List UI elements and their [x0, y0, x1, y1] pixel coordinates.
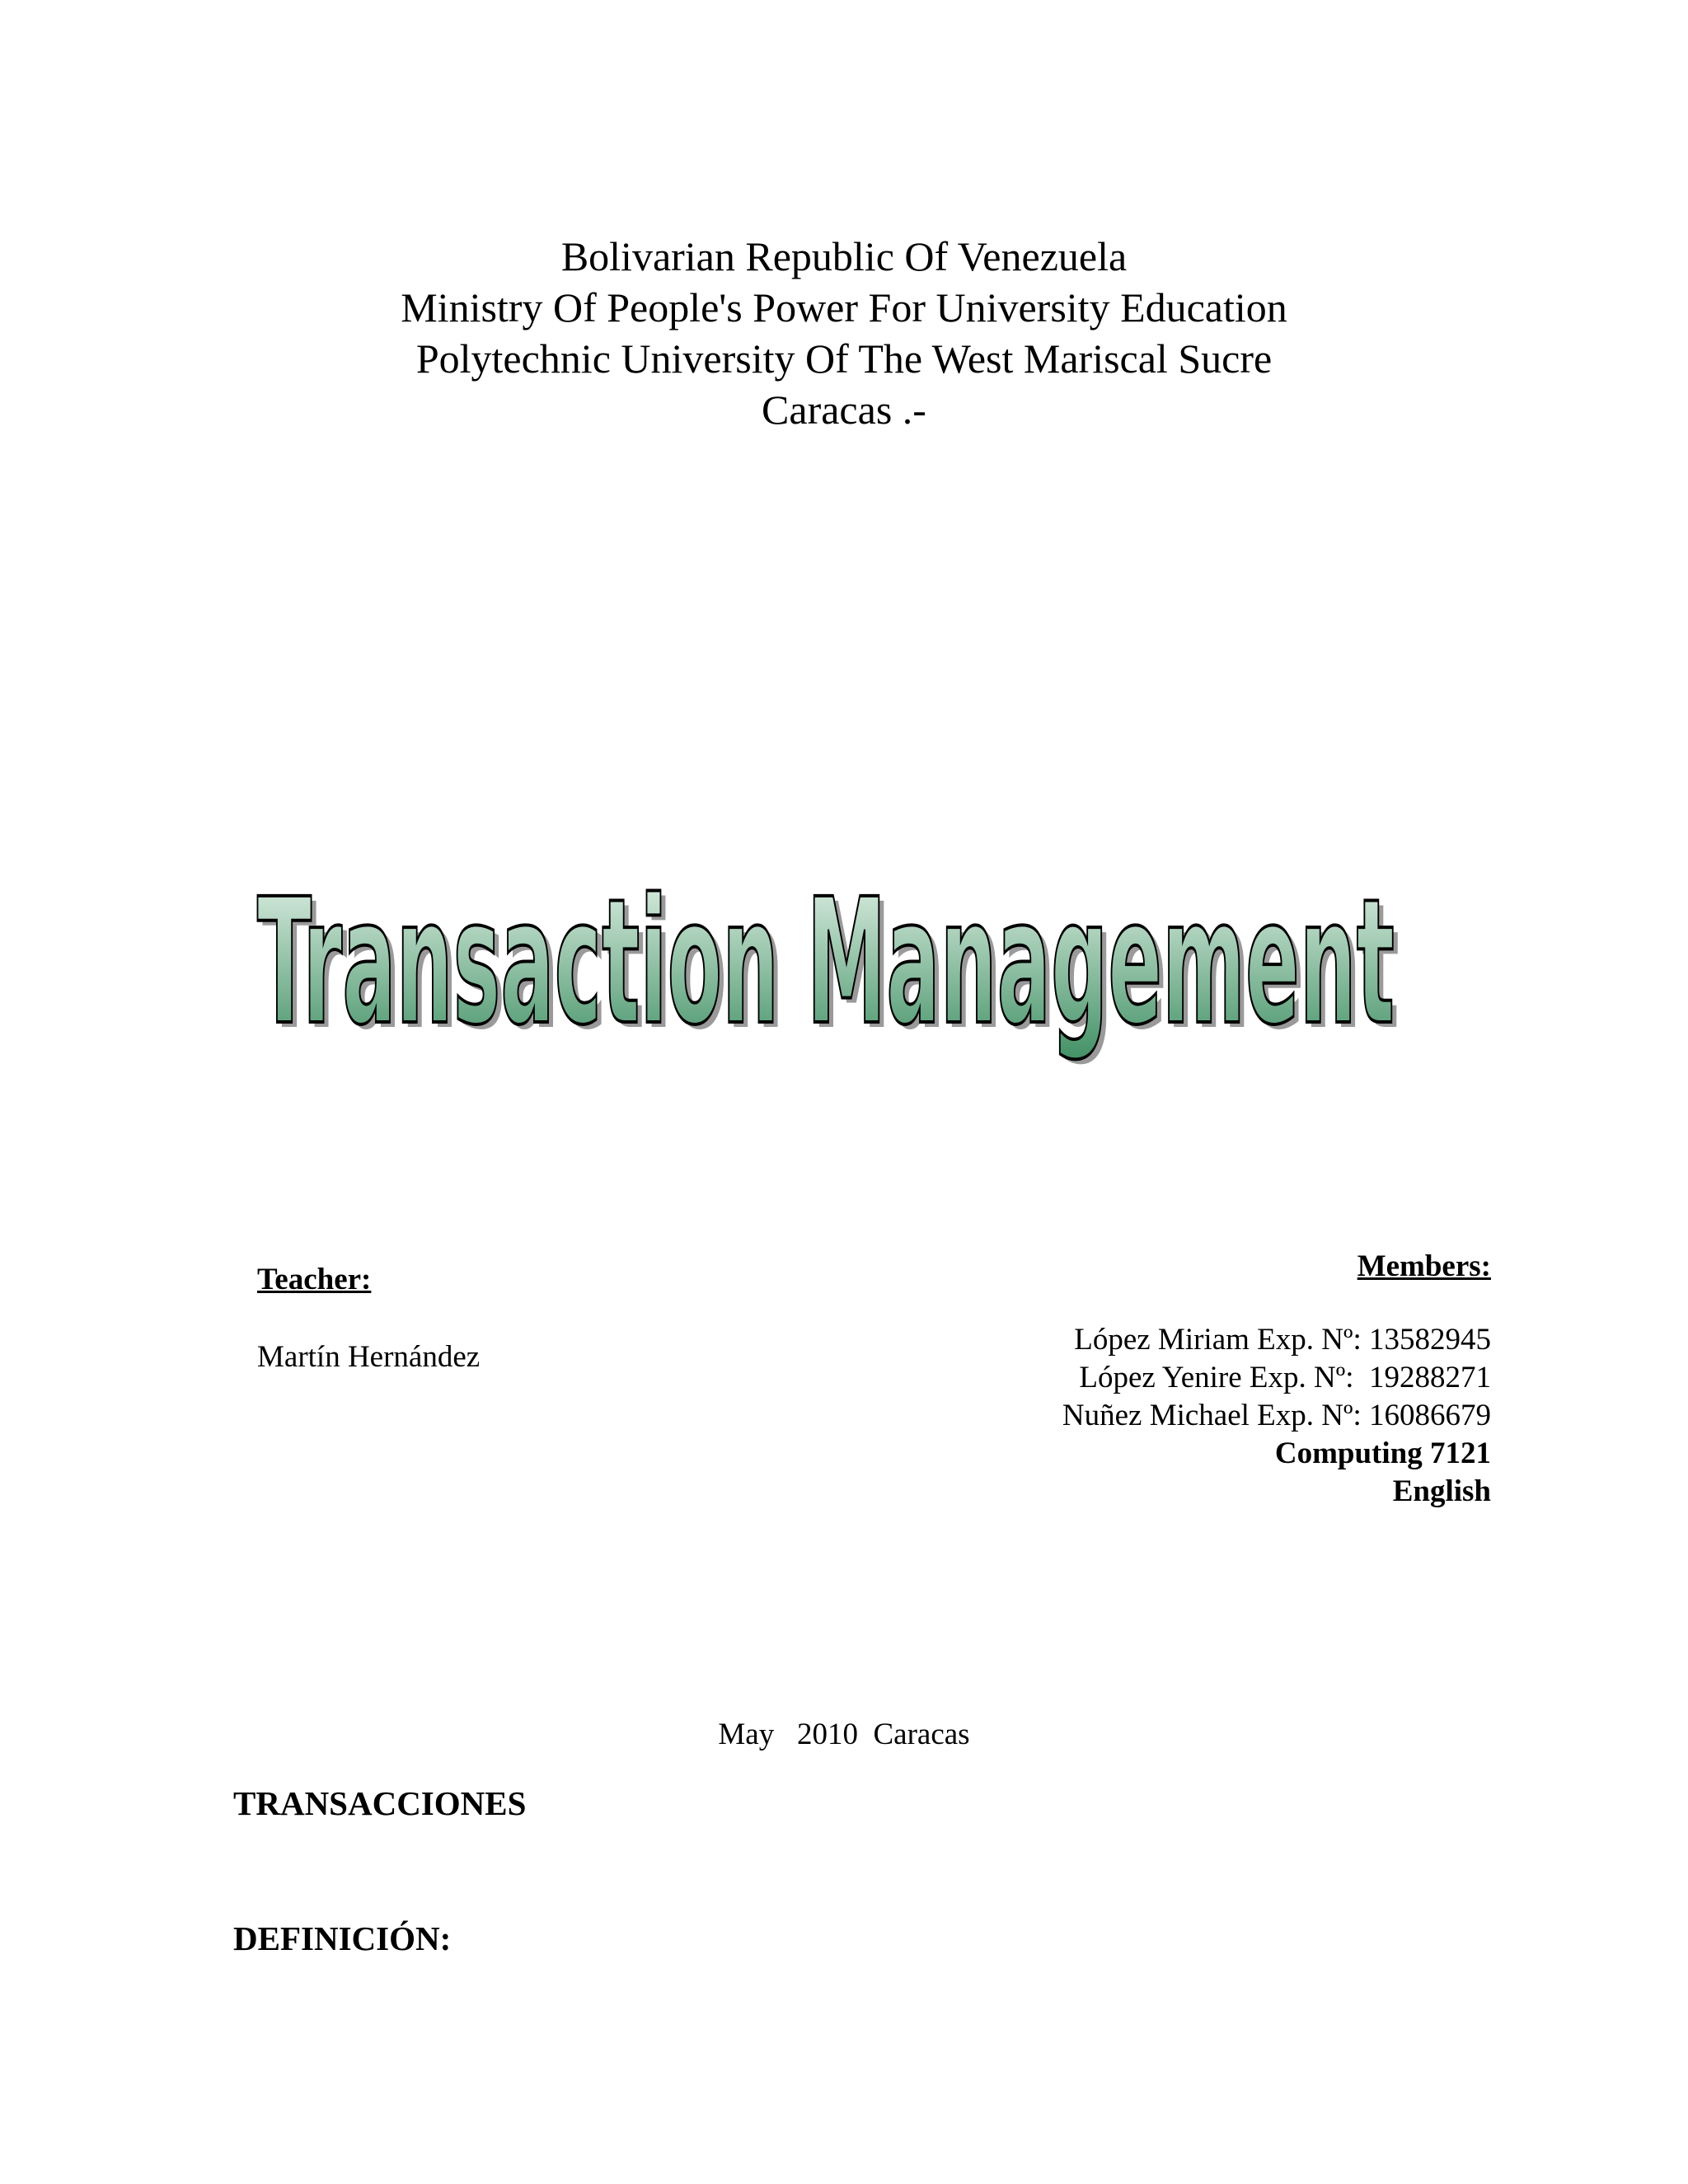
- teacher-name: Martín Hernández: [257, 1340, 481, 1374]
- institution-header: [0, 231, 1688, 435]
- member-row: López Yenire Exp. Nº: 19288271: [1079, 1361, 1491, 1394]
- member-row: López Miriam Exp. Nº: 13582945: [1074, 1323, 1491, 1357]
- header-line-city: Caracas .-: [762, 387, 926, 433]
- date-place: May 2010 Caracas: [718, 1718, 970, 1751]
- course-label: Computing 7121: [1274, 1436, 1491, 1470]
- members-label: Members:: [1357, 1249, 1491, 1283]
- document-title: [239, 857, 1442, 1088]
- teacher-block: [257, 1259, 480, 1378]
- header-line-country: Bolivarian Republic Of Venezuela: [560, 233, 1128, 279]
- section-heading-definicion: DEFINICIÓN:: [233, 1919, 452, 1957]
- members-block: [1062, 1246, 1491, 1511]
- header-line-ministry: Ministry Of People's Power For University Education: [401, 284, 1287, 330]
- teacher-label: Teacher:: [257, 1263, 372, 1296]
- subject-label: English: [1392, 1474, 1491, 1508]
- title-text: Transaction Management: [257, 861, 1395, 1063]
- svg-text:Transaction Management: Transaction Management: [262, 866, 1400, 1068]
- member-row: Nuñez Michael Exp. Nº: 16086679: [1062, 1399, 1491, 1432]
- section-heading-transacciones: TRANSACCIONES: [233, 1784, 527, 1822]
- header-line-university: Polytechnic University Of The West Mariscal Sucre: [415, 335, 1273, 382]
- members-list: [1062, 1321, 1491, 1511]
